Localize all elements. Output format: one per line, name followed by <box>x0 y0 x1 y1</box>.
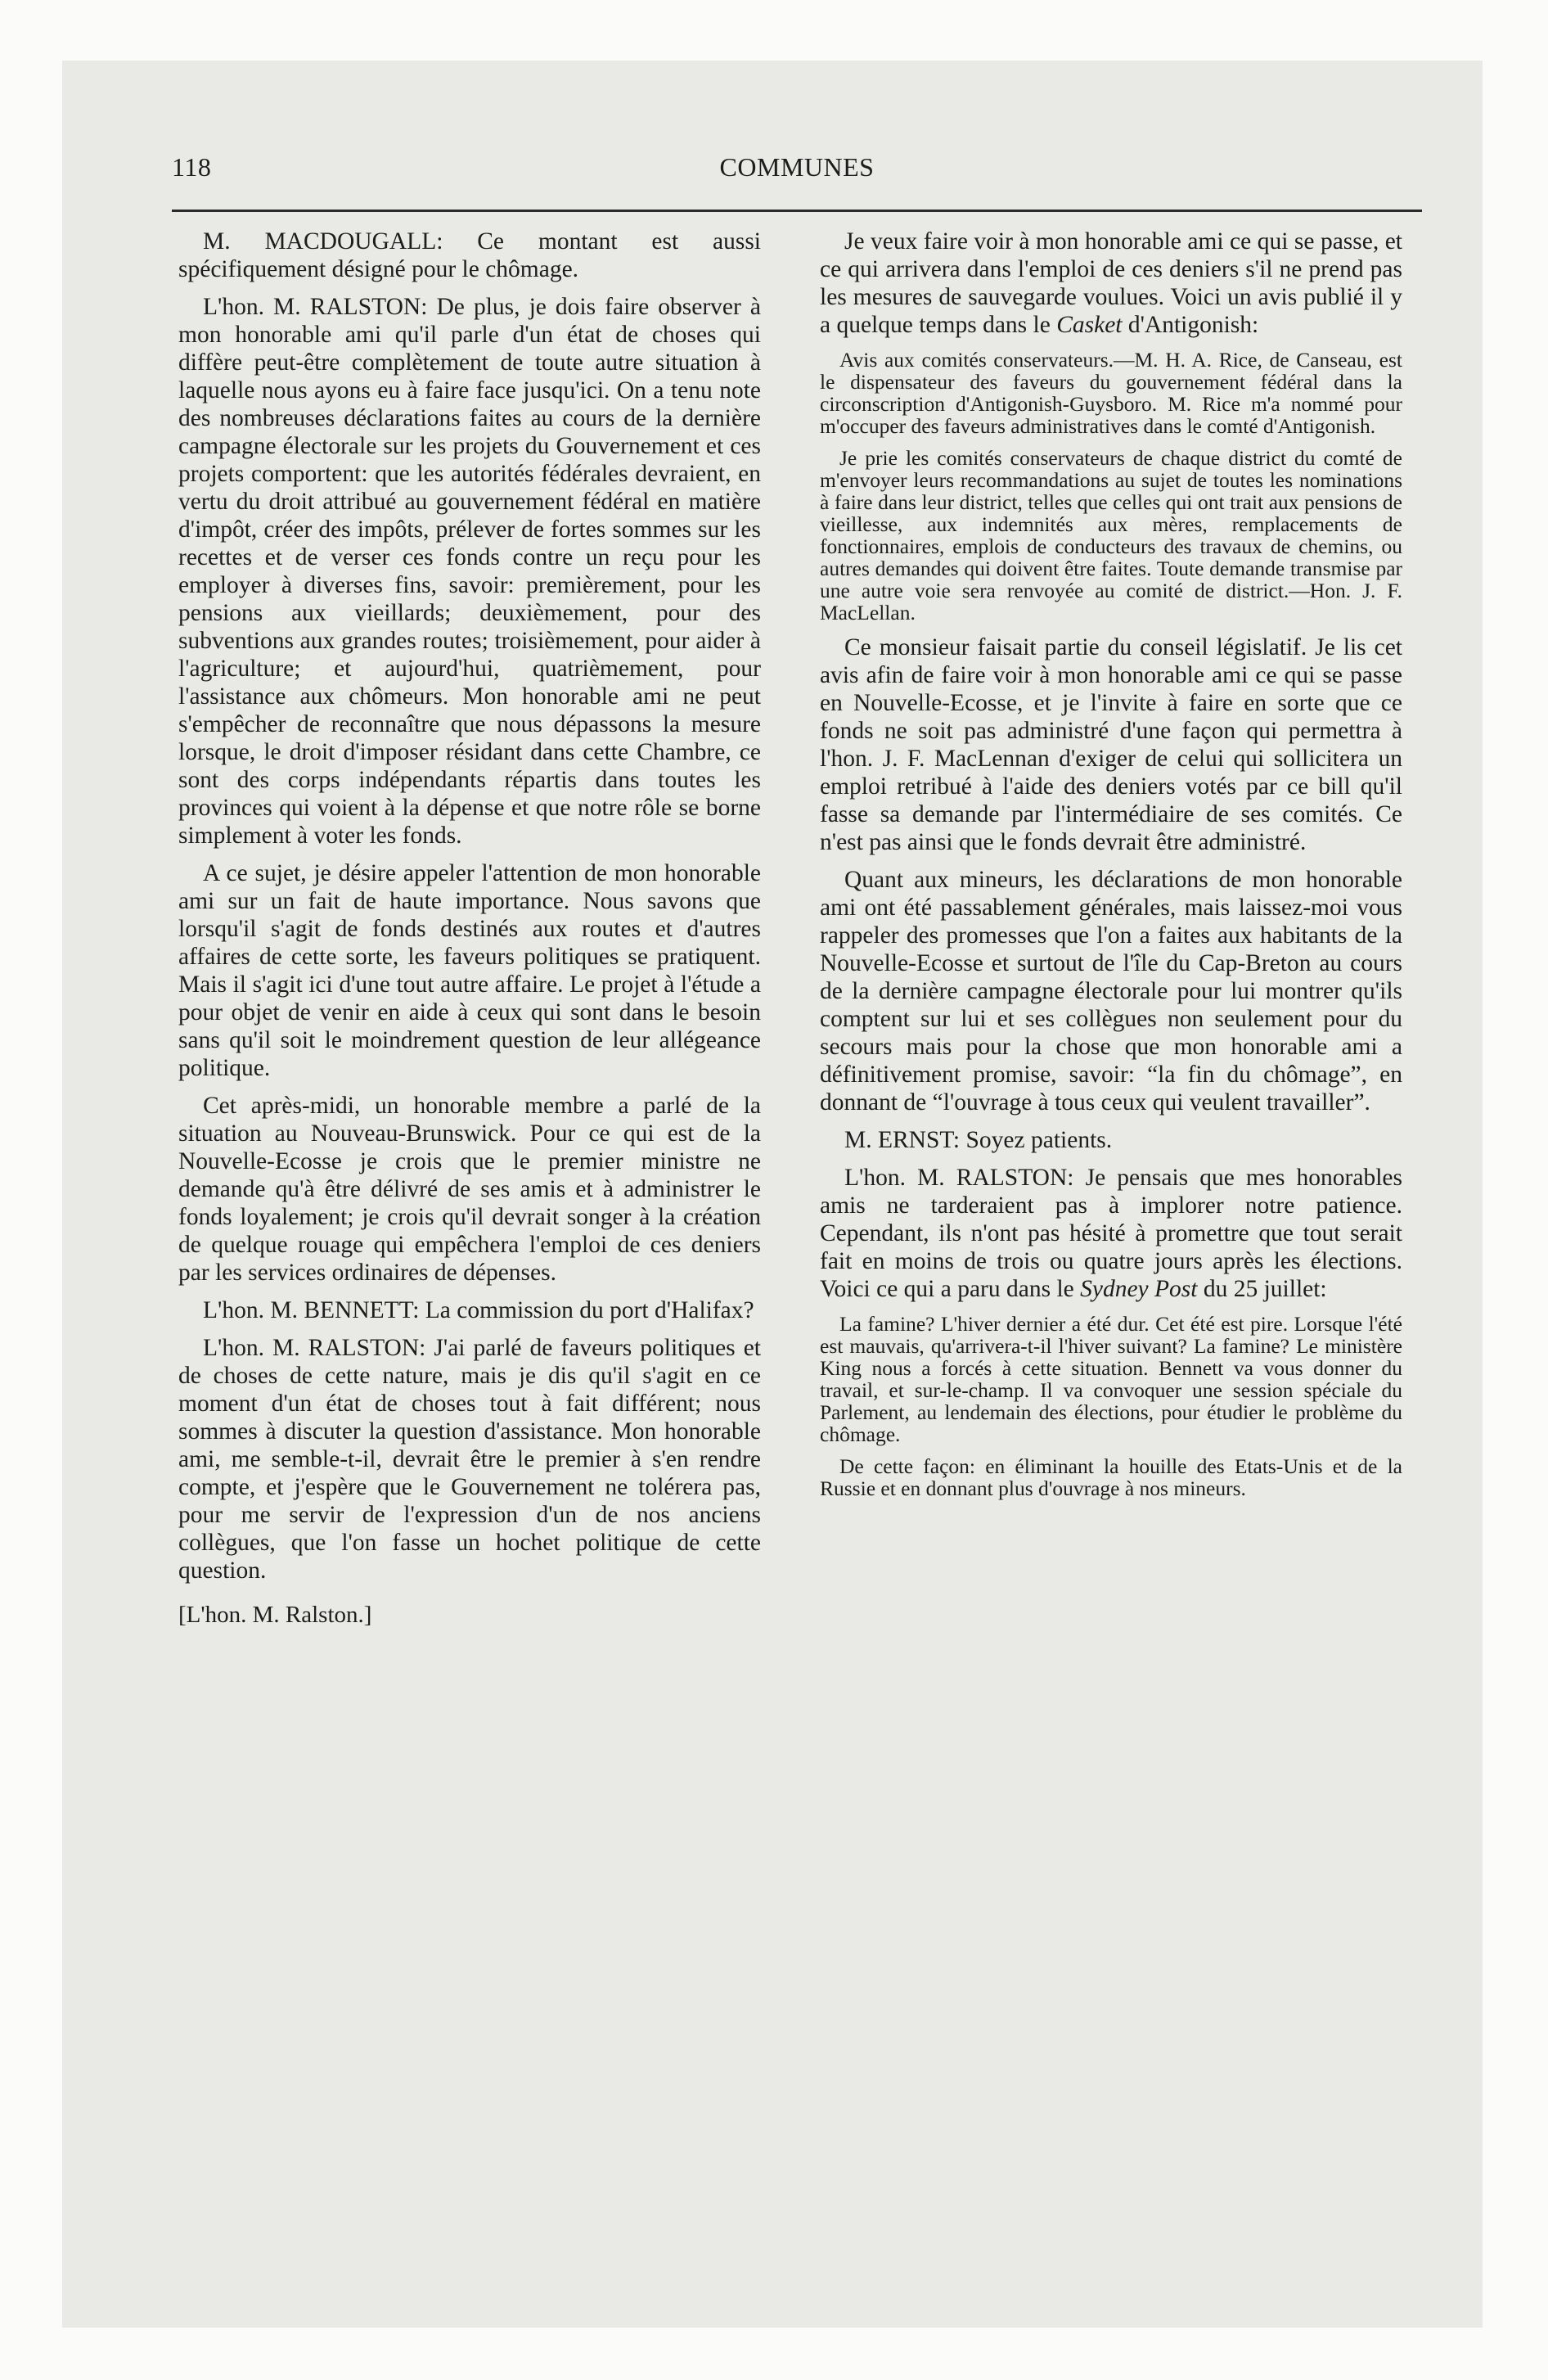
page-header <box>172 152 1422 193</box>
paragraph-avis-intro <box>820 228 1402 339</box>
newspaper-title: Casket <box>1056 312 1123 338</box>
right-column <box>820 228 1402 2208</box>
paragraph-text: J'ai parlé de faveurs politiques et de choses de cette nature, mais je dis qu'il s'agit en ce moment d'un état de choses tout à fait différent; nous sommes à discuter la question d'assistance. Mon honorable ami, me semble-t-il, devrait être le premier à s'en rendre compte, et j'espère que le Gouvernement ne tolérera pas, pour me servir de l'expression d'un de nos anciens collègues, que l'on fasse un hochet politique de cette question. <box>178 1335 761 1584</box>
paragraph-ralston-2 <box>178 1334 761 1584</box>
left-column <box>178 228 761 2208</box>
quoted-newspaper-2: De cette façon: en éliminant la houille des Etats-Unis et de la Russie et en donnant plus d'ouvrage à nos mineurs. <box>820 1454 1402 1500</box>
running-title: COMMUNES <box>719 152 875 182</box>
newspaper-title: Sydney Post <box>1080 1276 1198 1302</box>
paragraph-text: Soyez patients. <box>960 1127 1113 1153</box>
column-attribution: [L'hon. M. Ralston.] <box>178 1602 372 1628</box>
paragraph-ernst <box>820 1126 1402 1154</box>
speaker-name: L'hon. M. BENNETT: <box>203 1297 420 1323</box>
paragraph-text: La commission du port d'Halifax? <box>419 1297 754 1323</box>
paragraph-text: De plus, je dois faire observer à mon honorable ami qu'il parle d'un état de choses qui diffère peut-être complètement de toute autre situation à laquelle nous ayons eu à faire face jusqu'ici. On a tenu note des nombreuses déclarations faites au cours de la dernière campagne électorale sur les projets du Gouvernement et ces projets comportent: que les autorités fédérales devraient, en vertu du droit attribué au gouvernement fédéral en matière d'impôt, créer des impôts, prélever de fortes sommes sur les recettes et de verser ces fonds contre un reçu pour les employer à diverses fins, savoir: premièrement, pour les pensions aux vieillards; deuxièmement, pour des subventions aux grandes routes; troisièmement, pour aider à l'agriculture; et aujourd'hui, quatrièmement, pour l'assistance aux chômeurs. Mon honorable ami ne peut s'empêcher de reconnaître que nous dépassons la mesure lorsque, le droit d'imposer résidant dans cette Chambre, ce sont des corps indépendants répartis dans toutes les provinces qui voient à la dépense et que notre rôle se borne simplement à voter les fonds. <box>178 294 761 849</box>
quoted-notice-1: Avis aux comités conservateurs.—M. H. A. Rice, de Canseau, est le dispensateur des faveurs du gouvernement fédéral dans la circonscription d'Antigonish-Guysboro. M. Rice m'a nommé pour m'occuper des faveurs administratives dans le comté d'Antigonish. <box>820 348 1402 438</box>
speaker-name: M. MACDOUGALL: <box>203 228 443 255</box>
paragraph-apres-midi: Cet après-midi, un honorable membre a parlé de la situation au Nouveau-Brunswick. Pour ce qui est de la Nouvelle-Ecosse je crois que le premier ministre ne demande qu'à être délivré de ses amis et à administrer le fonds loyalement; je crois qu'il devrait songer à la création de quelque rouage qui empêchera l'emploi de ces deniers par les services ordinaires de dépenses. <box>178 1093 761 1286</box>
paragraph-text: Je pensais que mes honorables amis ne tarderaient pas à implorer notre patience. Cependant, ils n'ont pas hésité à promettre que tout serait fait en moins de trois ou quatre jours après les élections. Voici ce qui a paru dans le <box>820 1165 1402 1302</box>
paragraph-text: Je veux faire voir à mon honorable ami ce qui se passe, et ce qui arrivera dans l'emploi de ces deniers s'il ne prend pas les mesures de sauvegarde voulues. Voici un avis publié il y a quelque temps dans le <box>820 228 1402 338</box>
quoted-notice-2: Je prie les comités conservateurs de chaque district du comté de m'envoyer leurs recommandations au sujet de toutes les nominations à faire dans leur district, telles que celles qui ont trait aux pensions de vieillesse, aux indemnités aux mères, remplacements de fonctionnaires, emplois de conducteurs des travaux de chemins, ou autres demandes qui doivent être faites. Toute demande transmise par une autre voie sera renvoyée au comité de district.—Hon. J. F. MacLellan. <box>820 446 1402 624</box>
quoted-newspaper-1: La famine? L'hiver dernier a été dur. Cet été est pire. Lorsque l'été est mauvais, qu'arrivera-t-il l'hiver suivant? La famine? Le ministère King nous a forcés à cette situation. Bennett va vous donner du travail, et sur-le-champ. Il va convoquer une session spéciale du Parlement, au lendemain des élections, pour étudier le problème du chômage. <box>820 1312 1402 1446</box>
paragraph-sujet: A ce sujet, je désire appeler l'attention de mon honorable ami sur un fait de haute importance. Nous savons que lorsqu'il s'agit de fonds destinés aux routes et d'autres affaires de cette sorte, les faveurs politiques se pratiquent. Mais il s'agit ici d'une tout autre affaire. Le projet à l'étude a pour objet de venir en aide à ceux qui sont dans le besoin sans qu'il soit le moindrement question de leur allégeance politique. <box>178 860 761 1081</box>
paragraph-ralston-1 <box>178 293 761 850</box>
paragraph-macdougall <box>178 228 761 283</box>
speaker-name: L'hon. M. RALSTON: <box>203 1335 426 1361</box>
paragraph-text: Ce montant est aussi spécifiquement désigné pour le chômage. <box>178 228 761 282</box>
page-number: 118 <box>172 152 212 182</box>
speaker-name: L'hon. M. RALSTON: <box>844 1165 1074 1191</box>
header-rule <box>172 210 1422 212</box>
speaker-name: L'hon. M. RALSTON: <box>203 294 428 320</box>
paragraph-mineurs: Quant aux mineurs, les déclarations de mon honorable ami ont été passablement générales, mais laissez-moi vous rappeler des promesses que l'on a faites aux habitants de la Nouvelle-Ecosse et surtout de l'île du Cap-Breton au cours de la dernière campagne électorale pour lui montrer qu'ils comptent sur lui et ses collègues non seulement pour du secours mais pour la chose que mon honorable ami a définitivement promise, savoir: “la fin du chômage”, en donnant de “l'ouvrage à tous ceux qui veulent travailler”. <box>820 867 1402 1116</box>
speaker-name: M. ERNST: <box>844 1127 961 1153</box>
paragraph-conseil: Ce monsieur faisait partie du conseil législatif. Je lis cet avis afin de faire voir à mon honorable ami ce qui se passe en Nouvelle-Ecosse, et je l'invite à faire en sorte que ce fonds ne soit pas administré d'une façon qui permettra à l'hon. J. F. MacLennan d'exiger de celui qui sollicitera un emploi retribué à l'aide des deniers votés par ce bill qu'il fasse sa demande par l'intermédiaire de ses comités. Ce n'est pas ainsi que le fonds devrait être administré. <box>820 634 1402 855</box>
paragraph-text: d'Antigonish: <box>1122 312 1259 338</box>
paragraph-ralston-3 <box>820 1164 1402 1303</box>
paragraph-text: du 25 juillet: <box>1197 1276 1327 1302</box>
paragraph-bennett <box>178 1296 761 1324</box>
